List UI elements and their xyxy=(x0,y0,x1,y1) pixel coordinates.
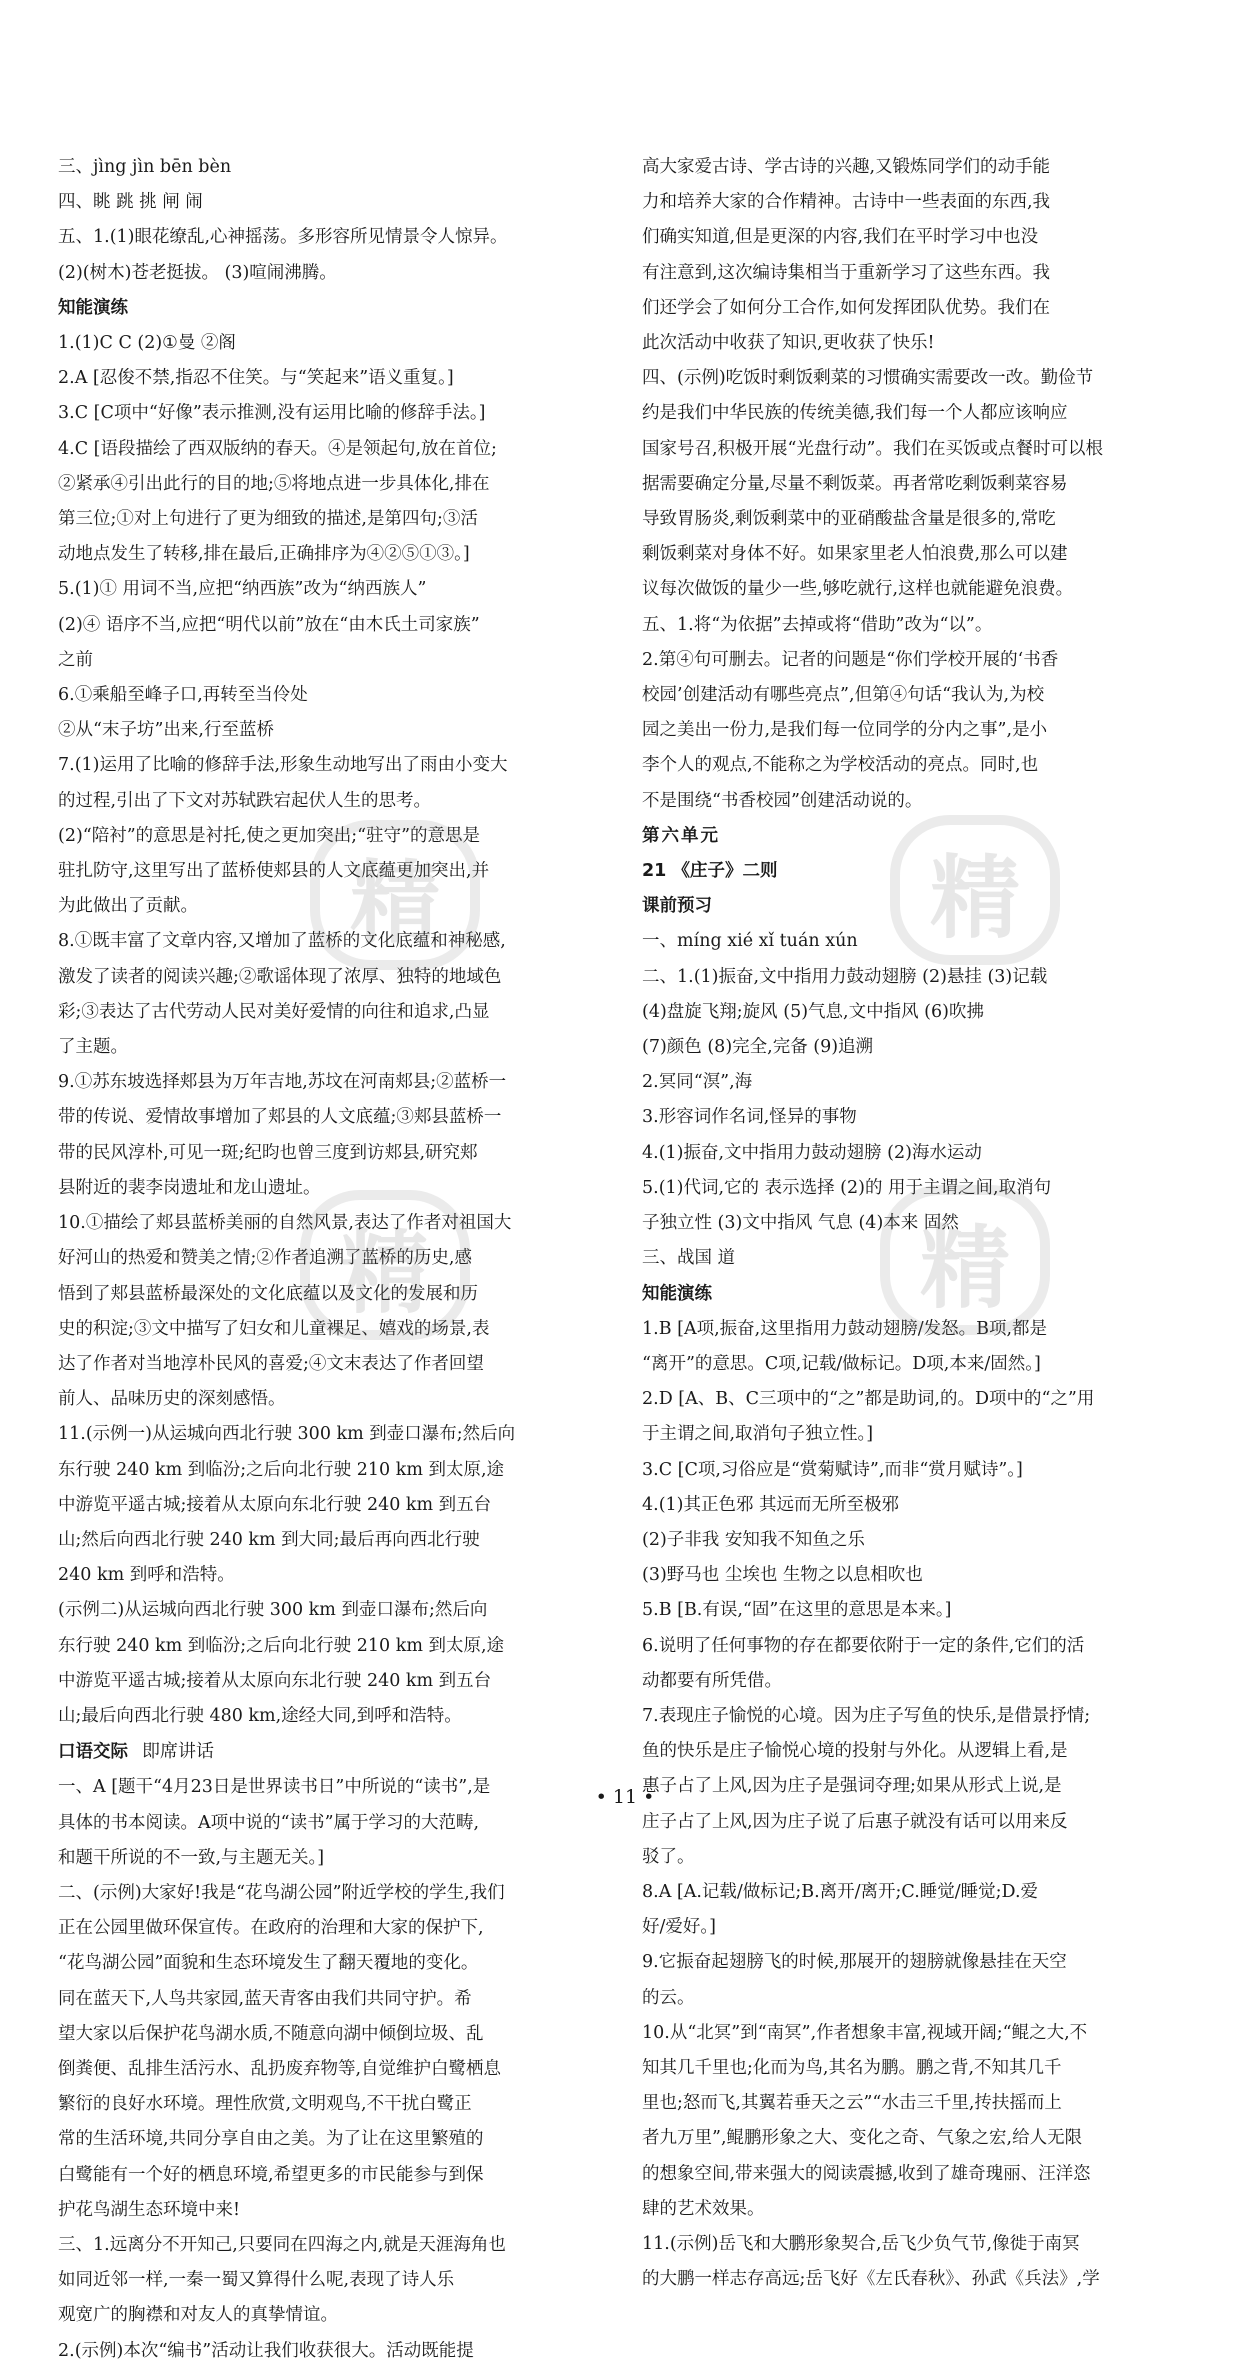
answer-line: 县附近的裴李岗遗址和龙山遗址。 xyxy=(58,1177,321,1198)
answer-line: 二、(示例)大家好!我是“花鸟湖公园”附近学校的学生,我们 xyxy=(58,1882,505,1903)
answer-line: 中游览平遥古城;接着从太原向东北行驶 240 km 到五台 xyxy=(58,1670,492,1691)
answer-line: 高大家爱古诗、学古诗的兴趣,又锻炼同学们的动手能 xyxy=(642,157,1051,177)
answer-line: 山;最后向西北行驶 480 km,途经大同,到呼和浩特。 xyxy=(58,1705,462,1726)
answer-line: 国家号召,积极开展“光盘行动”。我们在买饭或点餐时可以根 xyxy=(642,438,1103,459)
page-number: • 11 • xyxy=(595,1786,655,1808)
answer-line: 护花鸟湖生态环境中来! xyxy=(58,2199,241,2220)
oral-section-heading xyxy=(58,1734,618,1770)
answer-line: 3.C [C项,习俗应是“赏菊赋诗”,而非“赏月赋诗”。] xyxy=(642,1459,1023,1480)
answer-line: 三、战国 道 xyxy=(642,1248,736,1269)
answer-line: (3)野马也 尘埃也 生物之以息相吹也 xyxy=(642,1565,923,1586)
answer-line: 庄子占了上风,因为庄子说了后惠子就没有话可以用来反 xyxy=(642,1811,1068,1832)
answer-line: 好/爱好。] xyxy=(642,1917,716,1938)
answer-line: 2.A [忍俊不禁,指忍不住笑。与“笑起来”语义重复。] xyxy=(58,368,454,389)
answer-line: 驳了。 xyxy=(642,1846,695,1867)
section-heading: 知能演练 xyxy=(58,297,128,318)
answer-line: 之前 xyxy=(58,649,93,670)
answer-line: 剩饭剩菜对身体不好。如果家里老人怕浪费,那么可以建 xyxy=(642,544,1068,565)
answer-line: 9.它振奋起翅膀飞的时候,那展开的翅膀就像悬挂在天空 xyxy=(642,1952,1067,1973)
answer-line: 不是围绕“书香校园”创建活动说的。 xyxy=(642,790,923,811)
answer-line: 史的积淀;③文中描写了妇女和儿童裸足、嬉戏的场景,表 xyxy=(58,1318,490,1339)
answer-line: 常的生活环境,共同分享自由之美。为了让在这里繁殖的 xyxy=(58,2129,484,2150)
answer-line: (2)“陪衬”的意思是衬托,使之更加突出;“驻守”的意思是 xyxy=(58,825,481,846)
answer-line: 惠子占了上风,因为庄子是强词夺理;如果从形式上说,是 xyxy=(642,1776,1062,1797)
answer-line: 带的传说、爱情故事增加了郏县的人文底蕴;③郏县蓝桥一 xyxy=(58,1107,502,1128)
answer-line: 白鹭能有一个好的栖息环境,希望更多的市民能参与到保 xyxy=(58,2164,484,2185)
answer-line: 3.C [C项中“好像”表示推测,没有运用比喻的修辞手法。] xyxy=(58,403,486,424)
answer-line: 5.(1)代词,它的 表示选择 (2)的 用于主谓之间,取消句 xyxy=(642,1177,1052,1198)
answer-line: 7.表现庄子愉悦的心境。因为庄子写鱼的快乐,是借景抒情; xyxy=(642,1705,1091,1726)
answer-line: 1.B [A项,振奋,这里指用力鼓动翅膀/发怒。B项,都是 xyxy=(642,1318,1048,1339)
section-heading: 课前预习 xyxy=(642,896,712,917)
answer-line: 观宽广的胸襟和对友人的真挚情谊。 xyxy=(58,2305,338,2326)
right-answers-part2 xyxy=(642,889,1210,2297)
answer-line: 的过程,引出了下文对苏轼跌宕起伏人生的思考。 xyxy=(58,790,432,811)
answer-line: 中游览平遥古城;接着从太原向东北行驶 240 km 到五台 xyxy=(58,1494,492,1515)
answer-line: 11.(示例)岳飞和大鹏形象契合,岳飞少负气节,像徙于南冥 xyxy=(642,2233,1080,2254)
answer-line: 第三位;①对上句进行了更为细致的描述,是第四句;③活 xyxy=(58,509,478,530)
answer-line: 6.①乘船至峰子口,再转至当伶处 xyxy=(58,685,308,706)
section-heading: 知能演练 xyxy=(642,1283,712,1304)
answer-line: ②紧承④引出此行的目的地;⑤将地点进一步具体化,排在 xyxy=(58,473,490,494)
answer-line: 一、míng xié xǐ tuán xún xyxy=(642,931,858,952)
answer-line: 1.(1)C C (2)①曼 ②阁 xyxy=(58,333,236,354)
answer-line: 者九万里”,鲲鹏形象之大、变化之奇、气象之宏,给人无限 xyxy=(642,2128,1083,2149)
watermark-stamp: 精 xyxy=(890,815,1060,965)
answer-line: 倒粪便、乱排生活污水、乱扔废弃物等,自觉维护白鹭栖息 xyxy=(58,2058,502,2079)
answer-line: 9.①苏东坡选择郏县为万年吉地,苏坟在河南郏县;②蓝桥一 xyxy=(58,1072,507,1093)
answer-line: 据需要确定分量,尽量不剩饭菜。再者常吃剩饭剩菜容易 xyxy=(642,473,1068,494)
right-answers-part1 xyxy=(642,150,1210,819)
answer-line: 4.(1)振奋,文中指用力鼓动翅膀 (2)海水运动 xyxy=(642,1142,982,1163)
answer-line: 的大鹏一样志存高远;岳飞好《左氏春秋》、孙武《兵法》,学 xyxy=(642,2269,1100,2290)
answer-line: 如同近邻一样,一秦一蜀又算得什么呢,表现了诗人乐 xyxy=(58,2270,455,2291)
answer-line: 240 km 到呼和浩特。 xyxy=(58,1565,235,1586)
answer-line: 6.说明了任何事物的存在都要依附于一定的条件,它们的活 xyxy=(642,1635,1085,1656)
answer-line: 悟到了郏县蓝桥最深处的文化底蕴以及文化的发展和历 xyxy=(58,1283,478,1304)
answer-line: 议每次做饭的量少一些,够吃就行,这样也就能避免浪费。 xyxy=(642,579,1074,600)
answer-line: 园之美出一份力,是我们每一位同学的分内之事”,是小 xyxy=(642,720,1048,741)
oral-title: 口语交际 xyxy=(58,1742,128,1763)
answer-line: (2)(树木)苍老挺拔。 (3)喧闹沸腾。 xyxy=(58,262,337,283)
answer-line: 好河山的热爱和赞美之情;②作者追溯了蓝桥的历史,感 xyxy=(58,1248,472,1269)
answer-line: 11.(示例一)从运城向西北行驶 300 km 到壶口瀑布;然后向 xyxy=(58,1424,516,1445)
watermark-stamp: 精 xyxy=(310,820,480,970)
answer-line: 同在蓝天下,人鸟共家园,蓝天青客由我们共同守护。希 xyxy=(58,1988,472,2009)
answer-line: 4.(1)其正色邪 其远而无所至极邪 xyxy=(642,1494,900,1515)
answer-line: 二、1.(1)振奋,文中指用力鼓动翅膀 (2)悬挂 (3)记载 xyxy=(642,966,1048,987)
watermark-stamp: 精 xyxy=(300,1190,470,1340)
answer-line: (示例二)从运城向西北行驶 300 km 到壶口瀑布;然后向 xyxy=(58,1600,488,1621)
answer-line: 驻扎防守,这里写出了蓝桥使郏县的人文底蕴更加突出,并 xyxy=(58,861,490,882)
answer-line: 东行驶 240 km 到临汾;之后向北行驶 210 km 到太原,途 xyxy=(58,1459,505,1480)
answer-line: 鱼的快乐是庄子愉悦心境的投射与外化。从逻辑上看,是 xyxy=(642,1741,1068,1762)
answer-line: 子独立性 (3)文中指风 气息 (4)本来 固然 xyxy=(642,1213,959,1234)
answer-line: “花鸟湖公园”面貌和生态环境发生了翻天覆地的变化。 xyxy=(58,1953,479,1974)
answer-line: 4.C [语段描绘了西双版纳的春天。④是领起句,放在首位; xyxy=(58,438,497,459)
answer-line: 五、1.(1)眼花缭乱,心神摇荡。多形容所见情景令人惊异。 xyxy=(58,227,508,248)
answer-line: 们还学会了如何分工合作,如何发挥团队优势。我们在 xyxy=(642,297,1051,318)
answer-line: 里也;怒而飞,其翼若垂天之云”“水击三千里,抟扶摇而上 xyxy=(642,2093,1062,2114)
answer-line: 8.①既丰富了文章内容,又增加了蓝桥的文化底蕴和神秘感, xyxy=(58,931,506,952)
answer-line: 一、A [题干“4月23日是世界读书日”中所说的“读书”,是 xyxy=(58,1777,491,1798)
answer-line: 三、1.远离分不开知己,只要同在四海之内,就是天涯海角也 xyxy=(58,2234,506,2255)
answer-line: 了主题。 xyxy=(58,1037,128,1058)
unit-title: 第六单元 xyxy=(642,825,720,846)
left-answers-part2 xyxy=(58,1770,618,2368)
answer-line: 和题干所说的不一致,与主题无关。] xyxy=(58,1847,325,1868)
answer-line: (2)④ 语序不当,应把“明代以前”放在“由木氏土司家族” xyxy=(58,614,480,635)
answer-line: 山;然后向西北行驶 240 km 到大同;最后再向西北行驶 xyxy=(58,1529,480,1550)
answer-line: 5.(1)① 用词不当,应把“纳西族”改为“纳西族人” xyxy=(58,579,427,600)
answer-line: 8.A [A.记载/做标记;B.离开/离开;C.睡觉/睡觉;D.爱 xyxy=(642,1881,1039,1902)
answer-line: 力和培养大家的合作精神。古诗中一些表面的东西,我 xyxy=(642,192,1051,213)
answer-line: 校园’创建活动有哪些亮点”,但第④句话“我认为,为校 xyxy=(642,685,1045,706)
answer-line: 有注意到,这次编诗集相当于重新学习了这些东西。我 xyxy=(642,262,1051,283)
answer-line: 3.形容词作名词,怪异的事物 xyxy=(642,1107,857,1128)
answer-line: 激发了读者的阅读兴趣;②歌谣体现了浓厚、独特的地域色 xyxy=(58,966,502,987)
answer-line: 李个人的观点,不能称之为学校活动的亮点。同时,也 xyxy=(642,755,1039,776)
answer-line: 导致胃肠炎,剩饭剩菜中的亚硝酸盐含量是很多的,常吃 xyxy=(642,509,1056,530)
lesson-title: 21 《庄子》二则 xyxy=(642,861,778,882)
watermark-stamp: 精 xyxy=(880,1185,1050,1335)
answer-line: 于主谓之间,取消句子独立性。] xyxy=(642,1424,874,1445)
answer-line: 的想象空间,带来强大的阅读震撼,收到了雄奇瑰丽、汪洋恣 xyxy=(642,2163,1091,2184)
answer-line: 2.第④句可删去。记者的问题是“你们学校开展的‘书香 xyxy=(642,649,1059,670)
answer-line: 知其几千里也;化而为鸟,其名为鹏。鹏之背,不知其几千 xyxy=(642,2057,1062,2078)
answer-line: 达了作者对当地淳朴民风的喜爱;④文末表达了作者回望 xyxy=(58,1353,484,1374)
answer-line: 10.从“北冥”到“南冥”,作者想象丰富,视域开阔;“鲲之大,不 xyxy=(642,2022,1088,2043)
answer-line: 此次活动中收获了知识,更收获了快乐! xyxy=(642,333,935,354)
answer-line: 肆的艺术效果。 xyxy=(642,2198,765,2219)
answer-line: (4)盘旋飞翔;旋风 (5)气息,文中指风 (6)吹拂 xyxy=(642,1001,984,1022)
answer-line: “离开”的意思。C项,记载/做标记。D项,本来/固然。] xyxy=(642,1353,1041,1374)
answer-line: 为此做出了贡献。 xyxy=(58,896,198,917)
answer-line: 7.(1)运用了比喻的修辞手法,形象生动地写出了雨由小变大 xyxy=(58,755,508,776)
answer-line: 10.①描绘了郏县蓝桥美丽的自然风景,表达了作者对祖国大 xyxy=(58,1213,512,1234)
answer-line: 的云。 xyxy=(642,1987,695,2008)
answer-line: 动地点发生了转移,排在最后,正确排序为④②⑤①③。] xyxy=(58,544,470,565)
answer-line: 四、眺 跳 挑 闸 闹 xyxy=(58,192,203,213)
answer-line: 们确实知道,但是更深的内容,我们在平时学习中也没 xyxy=(642,227,1039,248)
answer-line: 望大家以后保护花鸟湖水质,不随意向湖中倾倒垃圾、乱 xyxy=(58,2023,484,2044)
answer-line: ②从“末子坊”出来,行至蓝桥 xyxy=(58,720,274,741)
answer-line: 动都要有所凭借。 xyxy=(642,1670,782,1691)
answer-line: 前人、品味历史的深刻感悟。 xyxy=(58,1389,286,1410)
answer-line: 彩;③表达了古代劳动人民对美好爱情的向往和追求,凸显 xyxy=(58,1001,490,1022)
oral-subtitle: 即席讲话 xyxy=(142,1741,214,1763)
answer-line: 五、1.将“为依据”去掉或将“借助”改为“以”。 xyxy=(642,614,993,635)
answer-line: 约是我们中华民族的传统美德,我们每一个人都应该响应 xyxy=(642,403,1068,424)
answer-line: 2.D [A、B、C三项中的“之”都是助词,的。D项中的“之”用 xyxy=(642,1389,1095,1410)
answer-line: 5.B [B.有误,“固”在这里的意思是本来。] xyxy=(642,1600,952,1621)
answer-line: 具体的书本阅读。A项中说的“读书”属于学习的大范畴, xyxy=(58,1812,480,1833)
answer-line: 带的民风淳朴,可见一斑;纪昀也曾三度到访郏县,研究郏 xyxy=(58,1142,478,1163)
answer-line: 东行驶 240 km 到临汾;之后向北行驶 210 km 到太原,途 xyxy=(58,1635,505,1656)
answer-line: 正在公园里做环保宣传。在政府的治理和大家的保护下, xyxy=(58,1918,484,1939)
answer-line: 繁衍的良好水环境。理性欣赏,文明观鸟,不干扰白鹭正 xyxy=(58,2094,472,2115)
answer-line: 2.(示例)本次“编书”活动让我们收获很大。活动既能提 xyxy=(58,2340,474,2361)
answer-line: 四、(示例)吃饭时剩饭剩菜的习惯确实需要改一改。勤俭节 xyxy=(642,368,1094,389)
answer-line: (2)子非我 安知我不知鱼之乐 xyxy=(642,1529,865,1550)
answer-line: 2.冥同“溟”,海 xyxy=(642,1072,753,1093)
answer-line: (7)颜色 (8)完全,完备 (9)追溯 xyxy=(642,1037,874,1058)
answer-line: 三、jìng jìn bēn bèn xyxy=(58,157,232,177)
